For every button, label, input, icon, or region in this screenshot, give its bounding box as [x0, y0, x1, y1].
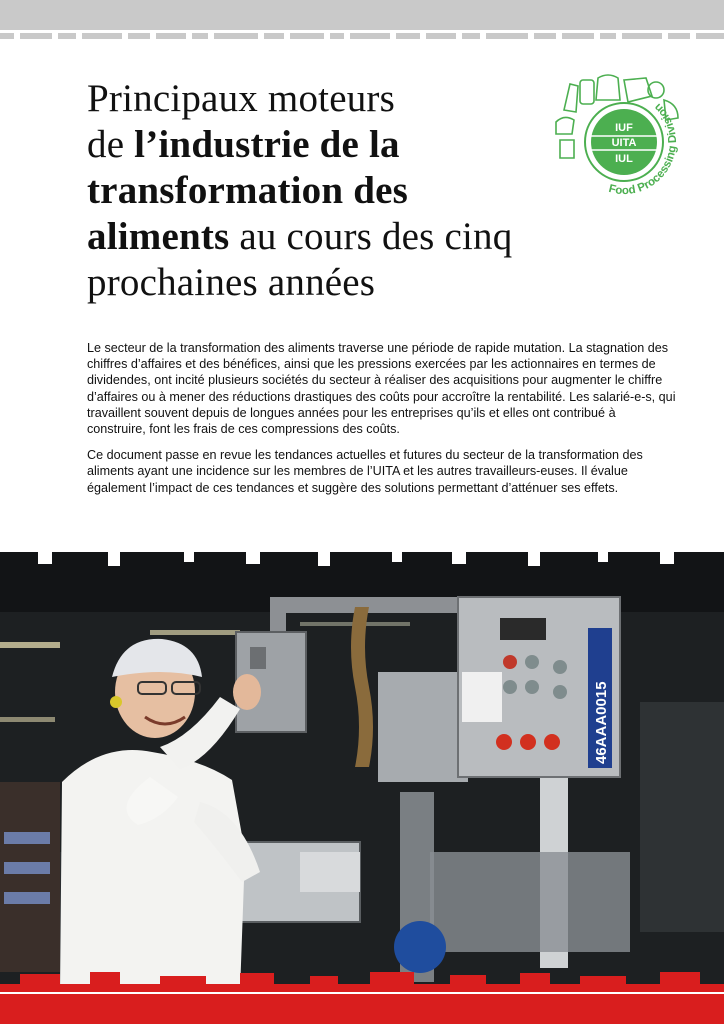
photo-bottom-red-dashes: [0, 970, 724, 992]
logo-text-iul: IUL: [615, 153, 633, 165]
top-decorative-band: [0, 0, 724, 30]
title-line-2-bold: l’industrie de la: [134, 123, 400, 166]
bottom-decorative-band: [0, 994, 724, 1024]
logo-ring-text: Food Processing Division: [607, 100, 680, 198]
title-line-4-bold: aliments: [87, 215, 230, 258]
logo-text-iuf: IUF: [615, 122, 633, 134]
logo-text-uita: UITA: [611, 137, 637, 149]
photo-top-notches: [0, 552, 724, 566]
intro-paragraph-1: Le secteur de la transformation des aliments traverse une période de rapide mutation. La stagnation des chiffres d’affaires et des bénéfices, ainsi que les pressions exercées par les actionnaires en termes de dividendes, ont incité plusieurs sociétés du secteur à réaliser des acquisitions pour augmenter le chiffre d’affaires ou à mener des réductions drastiques des coûts pour accroître la rentabilité. Les salarié-e-s, qui travaillent souvent depuis de longues années pour les entreprises qu’ils et elles ont contribué à construire, font les frais de ces compressions des coûts.: [87, 341, 676, 437]
top-dash-strip: [0, 33, 724, 39]
title-line-4-suffix: au cours des cinq: [229, 215, 513, 258]
iuf-food-processing-logo: [552, 70, 692, 220]
title-line-3-bold: transformation des: [87, 169, 408, 212]
machine-id-text: 46AAA0015: [593, 681, 610, 764]
intro-paragraph-2: Ce document passe en revue les tendances actuelles et futures du secteur de la transformation des aliments ayant une incidence sur les membres de l’UITA et les autres travailleurs-euses. Il évalue également l’impact de ces tendances et suggère des solutions permettant d’atténuer ses effets.: [87, 448, 643, 495]
intro-text: [87, 340, 677, 506]
title-line-5: prochaines années: [87, 261, 376, 304]
factory-photo: [0, 552, 724, 992]
title-line-1: Principaux moteurs: [87, 77, 395, 120]
factory-photo-illustration: [0, 552, 724, 992]
title-line-2-prefix: de: [87, 123, 135, 166]
